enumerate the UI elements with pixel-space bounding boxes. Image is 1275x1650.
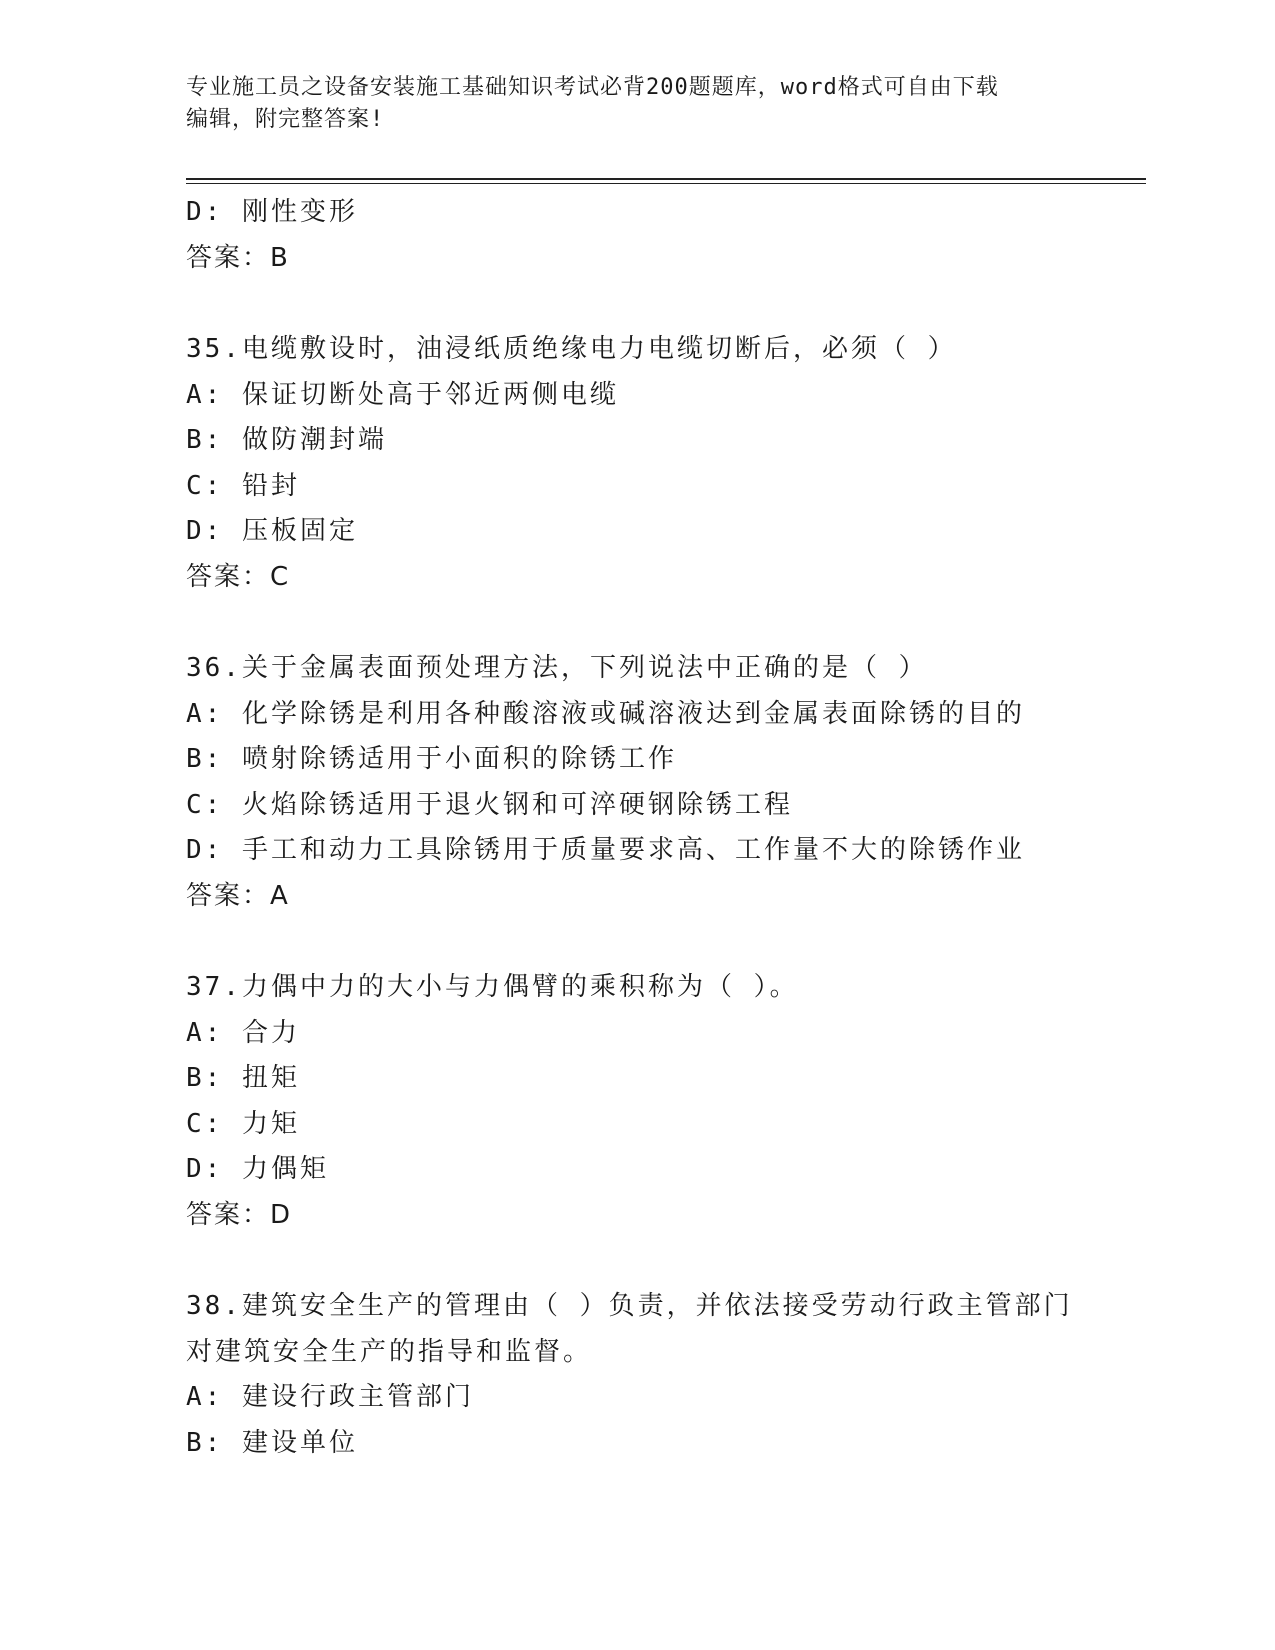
option-c: C: 力矩 bbox=[186, 1108, 300, 1139]
answer-line: 答案：A bbox=[186, 880, 290, 911]
header-title-line-1: 专业施工员之设备安装施工基础知识考试必背200题题库，word格式可自由下载 bbox=[186, 75, 999, 100]
option-b: B: 建设单位 bbox=[186, 1427, 358, 1458]
option-b: B: 做防潮封端 bbox=[186, 425, 387, 455]
question-stem: 35.电缆敷设时，油浸纸质绝缘电力电缆切断后，必须（ ） bbox=[186, 334, 957, 364]
question-stem: 37.力偶中力的大小与力偶臂的乘积称为（ ）。 bbox=[186, 972, 799, 1002]
question-stem: 36.关于金属表面预处理方法，下列说法中正确的是（ ） bbox=[186, 653, 928, 683]
option-a: A: 建设行政主管部门 bbox=[186, 1382, 474, 1412]
answer-line: 答案：B bbox=[186, 242, 290, 273]
question-stem: 38.建筑安全生产的管理由（ ）负责，并依法接受劳动行政主管部门 bbox=[186, 1291, 1073, 1321]
answer-line: 答案：C bbox=[186, 561, 291, 592]
question-list bbox=[186, 190, 1146, 1466]
question-stem-continued: 对建筑安全生产的指导和监督。 bbox=[186, 1336, 593, 1367]
option-a: A: 化学除锈是利用各种酸溶液或碱溶液达到金属表面除锈的目的 bbox=[186, 698, 1025, 729]
option-c: C: 铅封 bbox=[186, 470, 300, 501]
option-d: D: 压板固定 bbox=[186, 516, 358, 546]
option-b: B: 喷射除锈适用于小面积的除锈工作 bbox=[186, 744, 677, 774]
option-d: D: 力偶矩 bbox=[186, 1154, 329, 1184]
answer-line: 答案：D bbox=[186, 1199, 293, 1230]
option-d: D: 刚性变形 bbox=[186, 197, 358, 227]
option-a: A: 合力 bbox=[186, 1017, 300, 1048]
document-header bbox=[186, 72, 1086, 136]
option-b: B: 扭矩 bbox=[186, 1063, 300, 1093]
header-divider bbox=[186, 178, 1146, 184]
option-a: A: 保证切断处高于邻近两侧电缆 bbox=[186, 379, 619, 410]
option-d: D: 手工和动力工具除锈用于质量要求高、工作量不大的除锈作业 bbox=[186, 835, 1025, 865]
header-title-line-2: 编辑，附完整答案! bbox=[186, 107, 385, 132]
document-page bbox=[186, 0, 1146, 1650]
option-c: C: 火焰除锈适用于退火钢和可淬硬钢除锈工程 bbox=[186, 789, 793, 820]
